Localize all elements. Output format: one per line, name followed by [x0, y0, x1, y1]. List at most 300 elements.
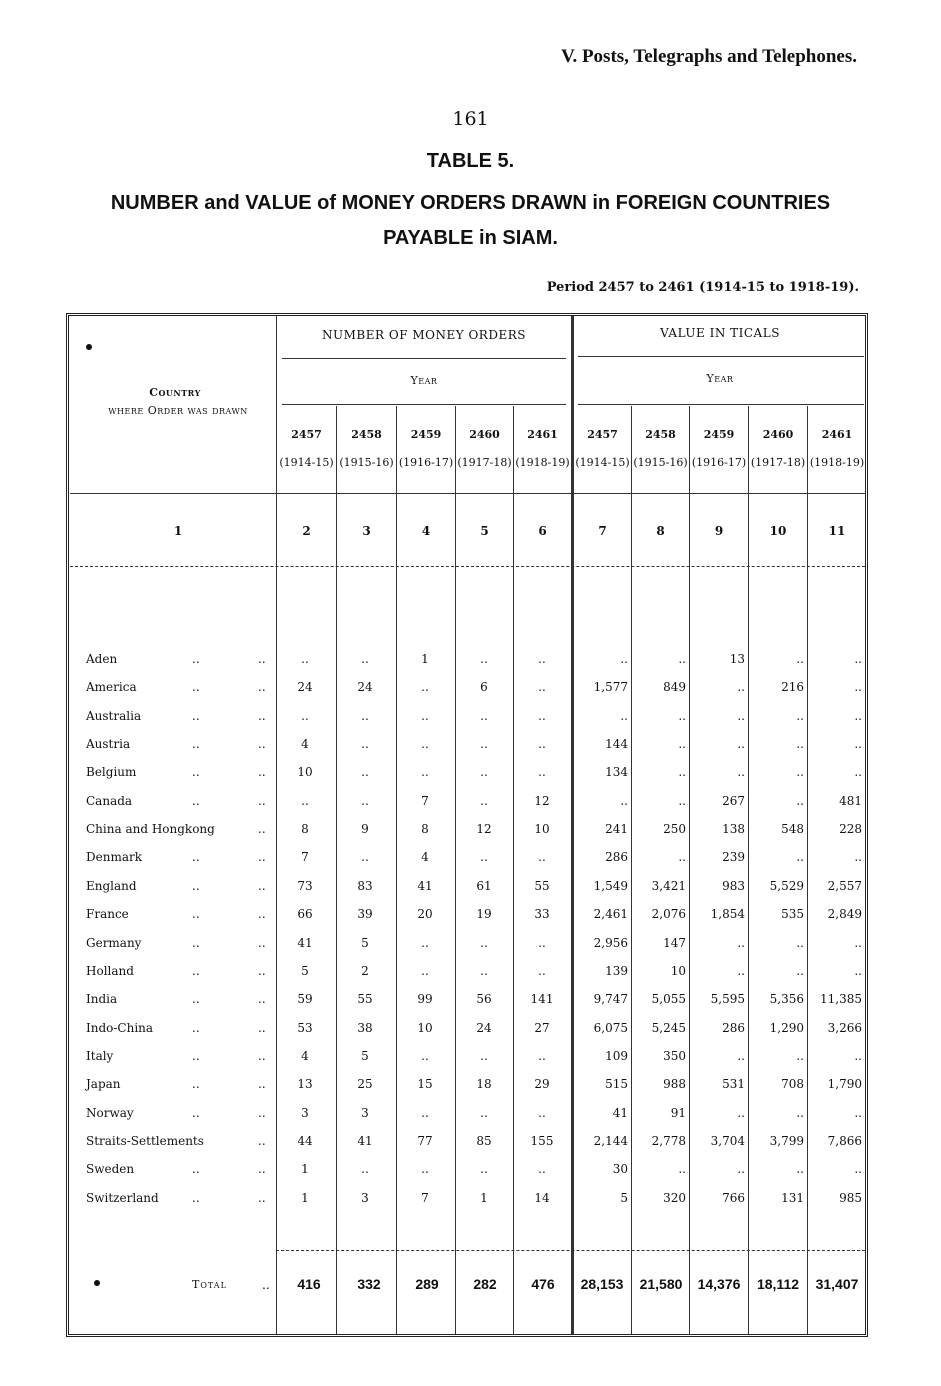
value-cell: 139 [605, 963, 628, 978]
value-cell: .. [854, 652, 862, 666]
column-number: 9 [714, 524, 724, 538]
year-header-right: Year [706, 372, 734, 385]
count-cell: 5 [301, 963, 309, 978]
count-cell: 39 [357, 907, 373, 922]
count-cell: .. [361, 1162, 369, 1177]
value-cell: 30 [612, 1162, 628, 1177]
count-cell: 56 [476, 992, 492, 1007]
value-cell: 2,956 [593, 935, 628, 950]
count-cell: .. [301, 708, 309, 723]
rule-head-bottom [70, 493, 865, 494]
value-cell: 9,747 [593, 992, 628, 1007]
value-cell: .. [854, 1162, 862, 1177]
count-cell: 19 [476, 907, 492, 922]
count-cell: 7 [421, 1190, 429, 1205]
section-heading: V. Posts, Telegraphs and Telephones. [561, 46, 857, 67]
value-cell: .. [796, 935, 804, 950]
count-cell: .. [421, 680, 429, 695]
table-row [0, 1049, 941, 1071]
country-name: Belgium [86, 765, 137, 780]
table-row [0, 879, 941, 901]
count-cell: 55 [534, 878, 550, 893]
value-cell: 239 [722, 850, 745, 865]
table-row [0, 1162, 941, 1184]
value-cell: .. [854, 963, 862, 978]
rule-year-right [578, 404, 864, 405]
value-cell: .. [854, 1048, 862, 1063]
count-cell: 44 [297, 1133, 313, 1148]
count-cell: .. [480, 850, 488, 865]
year-ce: (1918-19) [809, 456, 865, 469]
total-row [0, 1276, 941, 1300]
column-number: 4 [421, 524, 431, 538]
column-number: 5 [480, 524, 489, 538]
leader-dots: .. [192, 935, 200, 950]
value-cell: 5,595 [710, 992, 745, 1007]
value-cell: .. [796, 793, 804, 808]
count-cell: 27 [534, 1020, 550, 1035]
value-cell: 6,075 [593, 1020, 628, 1035]
value-cell: 228 [839, 822, 862, 837]
value-cell: 91 [670, 1105, 686, 1120]
value-cell: .. [678, 765, 686, 780]
table-row [0, 850, 941, 872]
leader-dots: .. [192, 765, 200, 780]
count-cell: .. [361, 737, 369, 752]
value-cell: 3,266 [827, 1020, 862, 1035]
value-cell: 11,385 [820, 992, 862, 1007]
year-header-left: Year [410, 374, 438, 387]
count-cell: .. [538, 1162, 546, 1177]
table-title [100, 186, 841, 256]
value-cell: 1,290 [769, 1020, 804, 1035]
value-cell: 250 [663, 822, 686, 837]
country-name: England [86, 878, 137, 893]
leader-dots: .. [192, 850, 200, 865]
total-count: 282 [473, 1276, 497, 1292]
value-cell: .. [854, 850, 862, 865]
country-name: Holland [86, 963, 134, 978]
table-row [0, 964, 941, 986]
value-cell: 134 [605, 765, 628, 780]
value-cell: 531 [722, 1077, 745, 1092]
country-name: Straits-Settlements [86, 1133, 204, 1148]
page-number: 161 [452, 108, 489, 130]
count-cell: 3 [361, 1190, 369, 1205]
year-be: 2457 [291, 428, 322, 441]
table-row [0, 1134, 941, 1156]
leader-dots: .. [258, 963, 266, 978]
count-cell: 83 [357, 878, 373, 893]
value-cell: .. [678, 708, 686, 723]
country-name: China and Hongkong [86, 822, 215, 837]
value-cell: 766 [722, 1190, 745, 1205]
country-name: Sweden [86, 1162, 135, 1177]
rule-total-top [276, 1250, 865, 1251]
value-cell: 983 [722, 878, 745, 893]
column-number: 11 [828, 524, 846, 538]
country-subheader: where Order was drawn [108, 404, 248, 417]
count-cell: 24 [476, 1020, 492, 1035]
count-cell: 73 [297, 878, 313, 893]
value-cell: .. [854, 708, 862, 723]
count-cell: 99 [417, 992, 433, 1007]
year-be: 2459 [410, 428, 442, 441]
title-line-1: NUMBER and VALUE of MONEY ORDERS DRAWN in FOREIGN COUNTRIES [110, 192, 831, 214]
table-row [0, 680, 941, 702]
value-cell: .. [854, 1105, 862, 1120]
country-name: Italy [86, 1048, 114, 1063]
count-cell: .. [421, 708, 429, 723]
count-cell: 25 [357, 1077, 373, 1092]
count-cell: 3 [301, 1105, 309, 1120]
rule-value-group [578, 356, 864, 357]
value-cell: 131 [781, 1190, 804, 1205]
column-number: 8 [656, 524, 665, 538]
count-cell: 7 [421, 793, 429, 808]
count-cell: .. [421, 1048, 429, 1063]
count-cell: 15 [417, 1077, 433, 1092]
value-cell: .. [678, 737, 686, 752]
country-name: Indo-China [86, 1020, 154, 1035]
count-cell: .. [361, 793, 369, 808]
leader-dots: .. [258, 737, 266, 752]
value-cell: .. [737, 1048, 745, 1063]
count-cell: 1 [301, 1190, 309, 1205]
value-cell: 350 [663, 1048, 686, 1063]
year-ce: (1916-17) [398, 456, 454, 469]
value-cell: .. [854, 737, 862, 752]
count-cell: 155 [530, 1133, 554, 1148]
value-cell: .. [796, 1048, 804, 1063]
year-be: 2461 [821, 428, 853, 441]
count-cell: 38 [357, 1020, 373, 1035]
value-cell: 41 [612, 1105, 628, 1120]
count-cell: .. [538, 850, 546, 865]
value-cell: .. [796, 708, 804, 723]
leader-dots: .. [258, 1105, 266, 1120]
value-cell: .. [737, 1162, 745, 1177]
value-cell: 1,854 [710, 907, 745, 922]
count-cell: .. [538, 737, 546, 752]
year-ce: (1915-16) [633, 456, 688, 469]
year-ce: (1918-19) [515, 456, 570, 469]
value-cell: 515 [605, 1077, 628, 1092]
leader-dots: .. [258, 1020, 266, 1035]
value-cell: 849 [663, 680, 686, 695]
total-count: 416 [297, 1276, 321, 1292]
table-row [0, 822, 941, 844]
country-name: America [86, 680, 137, 695]
value-group-header: VALUE IN TICALS [660, 326, 780, 340]
rule-colnum-bottom [70, 566, 865, 567]
leader-dots: .. [192, 878, 200, 893]
count-cell: .. [480, 1048, 488, 1063]
leader-dots: .. [258, 708, 266, 723]
count-cell: 1 [421, 652, 429, 666]
count-cell: .. [538, 708, 546, 723]
count-cell: .. [480, 1162, 488, 1177]
count-cell: .. [480, 708, 488, 723]
leader-dots: .. [258, 680, 266, 695]
count-cell: 24 [297, 680, 313, 695]
year-be: 2460 [762, 428, 794, 441]
value-cell: .. [854, 680, 862, 695]
header-bullet [86, 344, 92, 350]
value-cell: .. [678, 793, 686, 808]
value-cell: 286 [722, 1020, 745, 1035]
count-cell: .. [538, 680, 546, 695]
year-ce: (1917-18) [750, 456, 806, 469]
rule-number-group [282, 358, 566, 359]
leader-dots: .. [258, 1133, 266, 1148]
count-cell: 55 [357, 992, 373, 1007]
leader-dots: .. [258, 765, 266, 780]
total-label: Total [192, 1278, 227, 1291]
country-name: France [86, 907, 129, 922]
leader-dots: .. [192, 793, 200, 808]
value-cell: 2,076 [651, 907, 686, 922]
value-cell: 13 [729, 652, 745, 666]
count-cell: .. [361, 652, 369, 666]
count-cell: 9 [361, 822, 369, 837]
value-cell: 2,849 [827, 907, 862, 922]
country-name: Denmark [86, 850, 142, 865]
value-cell: 5,529 [769, 878, 804, 893]
value-cell: .. [737, 680, 745, 695]
value-cell: 985 [839, 1190, 862, 1205]
table-row [0, 992, 941, 1014]
value-cell: 2,461 [593, 907, 628, 922]
leader-dots: .. [192, 907, 200, 922]
country-name: Switzerland [86, 1190, 159, 1205]
value-cell: .. [737, 765, 745, 780]
value-cell: 3,704 [710, 1133, 745, 1148]
value-cell: 1,790 [827, 1077, 862, 1092]
column-number: 1 [173, 524, 183, 538]
total-count: 476 [531, 1276, 555, 1292]
table-row [0, 1191, 941, 1213]
value-cell: 481 [839, 793, 862, 808]
column-number: 3 [362, 524, 371, 538]
leader-dots: .. [192, 1020, 200, 1035]
count-cell: .. [301, 652, 309, 666]
table-row [0, 1021, 941, 1043]
value-cell: .. [737, 708, 745, 723]
year-ce: (1914-15) [575, 456, 630, 469]
country-name: Austria [86, 737, 131, 752]
value-cell: .. [737, 737, 745, 752]
column-number: 7 [598, 524, 607, 538]
count-cell: .. [538, 1048, 546, 1063]
year-be: 2457 [587, 428, 618, 441]
total-bullet [94, 1280, 100, 1286]
count-cell: 41 [417, 878, 433, 893]
count-cell: .. [480, 652, 488, 666]
count-cell: .. [480, 737, 488, 752]
count-cell: .. [421, 1162, 429, 1177]
total-count: 332 [357, 1276, 381, 1292]
year-ce: (1915-16) [339, 456, 394, 469]
total-value: 31,407 [815, 1276, 859, 1292]
country-name: India [86, 992, 118, 1007]
value-cell: .. [796, 1105, 804, 1120]
count-cell: .. [480, 963, 488, 978]
leader-dots: .. [192, 680, 200, 695]
leader-dots: .. [258, 822, 266, 837]
count-cell: 10 [297, 765, 313, 780]
leader-dots: .. [192, 1048, 200, 1063]
value-cell: .. [796, 1162, 804, 1177]
value-cell: 241 [605, 822, 628, 837]
count-cell: .. [301, 793, 309, 808]
leader-dots: .. [192, 1190, 200, 1205]
value-cell: 2,144 [593, 1133, 628, 1148]
count-cell: 4 [421, 850, 429, 865]
leader-dots: .. [192, 963, 200, 978]
leader-dots: .. [192, 992, 200, 1007]
table-row [0, 1077, 941, 1099]
value-cell: .. [737, 935, 745, 950]
year-be: 2458 [645, 428, 676, 441]
country-name: Canada [86, 793, 133, 808]
count-cell: 10 [417, 1020, 433, 1035]
value-cell: 7,866 [827, 1133, 862, 1148]
count-cell: 85 [476, 1133, 492, 1148]
count-cell: .. [538, 765, 546, 780]
count-cell: .. [421, 963, 429, 978]
value-cell: .. [620, 652, 628, 666]
country-name: Germany [86, 935, 142, 950]
count-cell: .. [538, 935, 546, 950]
leader-dots: .. [192, 737, 200, 752]
year-be: 2459 [703, 428, 735, 441]
value-cell: .. [620, 708, 628, 723]
value-cell: 216 [781, 680, 804, 695]
leader-dots: .. [258, 652, 266, 666]
table-row [0, 765, 941, 787]
count-cell: 53 [297, 1020, 313, 1035]
count-cell: .. [361, 850, 369, 865]
count-cell: 6 [480, 680, 488, 695]
country-name: Japan [86, 1077, 121, 1092]
value-cell: .. [796, 737, 804, 752]
count-cell: .. [538, 1105, 546, 1120]
leader-dots: .. [258, 907, 266, 922]
column-number: 2 [302, 524, 311, 538]
country-name: Aden [86, 652, 118, 666]
leader-dots: .. [258, 1190, 266, 1205]
count-cell: 141 [530, 992, 554, 1007]
count-cell: .. [421, 1105, 429, 1120]
value-cell: .. [678, 850, 686, 865]
value-cell: .. [796, 765, 804, 780]
count-cell: 14 [534, 1190, 550, 1205]
table-row [0, 709, 941, 731]
count-cell: 12 [476, 822, 492, 837]
count-cell: .. [538, 652, 546, 666]
count-cell: .. [480, 935, 488, 950]
column-number: 6 [538, 524, 547, 538]
value-cell: 988 [663, 1077, 686, 1092]
leader-dots: .. [258, 1162, 266, 1177]
count-cell: 1 [301, 1162, 309, 1177]
value-cell: 144 [605, 737, 628, 752]
value-cell: 535 [781, 907, 804, 922]
value-cell: 2,778 [651, 1133, 686, 1148]
count-cell: 20 [417, 907, 433, 922]
count-cell: 41 [357, 1133, 373, 1148]
table-row [0, 936, 941, 958]
value-cell: .. [854, 935, 862, 950]
year-be: 2461 [527, 428, 558, 441]
count-cell: 41 [297, 935, 313, 950]
count-cell: 10 [534, 822, 550, 837]
count-cell: 61 [476, 878, 492, 893]
count-cell: 2 [361, 963, 369, 978]
count-cell: 13 [297, 1077, 313, 1092]
period-note: Period 2457 to 2461 (1914-15 to 1918-19). [546, 280, 859, 295]
count-cell: .. [538, 963, 546, 978]
leader-dots: .. [192, 1162, 200, 1177]
count-cell: 24 [357, 680, 373, 695]
value-cell: .. [737, 963, 745, 978]
total-value: 14,376 [697, 1276, 741, 1292]
year-be: 2458 [351, 428, 382, 441]
total-leader-dots: .. [262, 1276, 270, 1292]
value-cell: 1,577 [593, 680, 628, 695]
count-cell: 8 [421, 822, 429, 837]
leader-dots: .. [192, 708, 200, 723]
value-cell: 109 [605, 1048, 628, 1063]
value-cell: 5,245 [651, 1020, 686, 1035]
leader-dots: .. [258, 935, 266, 950]
leader-dots: .. [258, 793, 266, 808]
number-group-header: NUMBER OF MONEY ORDERS [322, 328, 526, 342]
table-row [0, 737, 941, 759]
year-be: 2460 [469, 428, 500, 441]
value-cell: 3,799 [769, 1133, 804, 1148]
country-header: Country [149, 386, 201, 399]
total-value: 21,580 [639, 1276, 683, 1292]
table-label: TABLE 5. [426, 150, 515, 172]
value-cell: 320 [663, 1190, 686, 1205]
value-cell: 5 [620, 1190, 628, 1205]
value-cell: .. [796, 850, 804, 865]
count-cell: 77 [417, 1133, 433, 1148]
count-cell: 4 [301, 737, 309, 752]
leader-dots: .. [192, 1105, 200, 1120]
count-cell: 59 [297, 992, 313, 1007]
leader-dots: .. [192, 1077, 200, 1092]
value-cell: 3,421 [651, 878, 686, 893]
value-cell: .. [678, 1162, 686, 1177]
year-ce: (1917-18) [457, 456, 512, 469]
year-ce: (1916-17) [691, 456, 747, 469]
count-cell: 29 [534, 1077, 550, 1092]
value-cell: .. [796, 963, 804, 978]
count-cell: 18 [476, 1077, 492, 1092]
count-cell: 8 [301, 822, 309, 837]
leader-dots: .. [258, 850, 266, 865]
total-count: 289 [415, 1276, 439, 1292]
year-ce: (1914-15) [279, 456, 334, 469]
count-cell: .. [421, 737, 429, 752]
count-cell: 5 [361, 935, 369, 950]
value-cell: .. [737, 1105, 745, 1120]
table-row [0, 907, 941, 929]
count-cell: 1 [480, 1190, 488, 1205]
